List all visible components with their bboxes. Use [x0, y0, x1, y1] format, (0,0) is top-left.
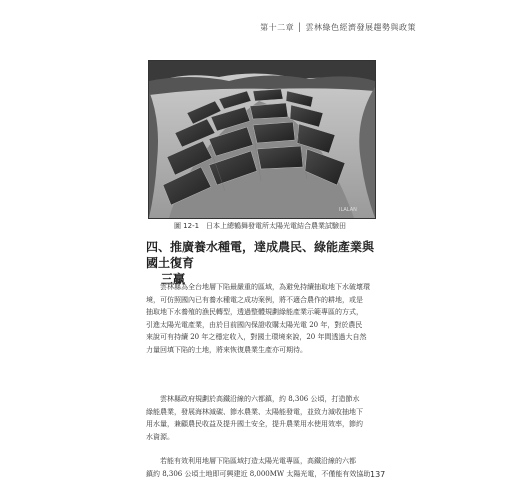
paragraph-line: 來說可有持續 20 年之穩定收入，對國土環境來說，20 年間透過大自然: [146, 333, 367, 342]
paragraph-line: 若能有效利用地層下陷區域打造太陽光電專區，高鐵沿線的六都: [160, 457, 356, 465]
paragraph-line: 境，可仿照國內已有養水種電之成功案例，將不適合農作的耕地，或是: [146, 295, 363, 304]
paragraph-line: 雲林縣為全台地層下陷最嚴重的區域，為避免持續抽取地下水破壞環: [160, 283, 370, 291]
running-header: 第十二章 │ 雲林綠色經濟發展趨勢與政策: [260, 23, 416, 32]
paragraph-line: 抽取地下水養殖的漁民轉型，透過整體規劃綠能產業示範專區的方式，: [146, 308, 363, 317]
figure-photo: [148, 60, 376, 219]
paragraph-line: 引進太陽光電產業，由於目前國內保證收購太陽光電 20 年，對於農民: [146, 320, 363, 329]
section-heading-line1: 四、推廣養水種電，達成農民、綠能產業與國土復育: [146, 240, 375, 270]
paragraph-line: 綠能農業，發展海林減碳、節水農業、太陽能發電，並致力減收抽地下: [146, 407, 363, 416]
section-heading: [146, 239, 382, 287]
section-heading-line2: 三贏: [161, 272, 186, 286]
body-paragraph-2: [146, 393, 380, 443]
paragraph-line: 雲林縣政府規劃於高鐵沿線的六都鎮，約 8,306 公頃，打造節水: [160, 395, 360, 403]
body-paragraph-3: [146, 455, 380, 480]
page-number: 137: [370, 470, 386, 479]
solar-farm-illustration: [149, 61, 375, 218]
paragraph-line: 力量回填下陷的土地，將來恢復農業生產亦可期待。: [146, 345, 307, 354]
paragraph-line: 用水量，兼顧農民收益及提升國土安全，提升農業用水使用效率，節約: [146, 420, 363, 429]
figure-caption: 圖 12-1 日本上總鶴舞發電所太陽光電結合農業試驗田: [173, 222, 347, 230]
paragraph-line: 水資源。: [146, 432, 174, 441]
body-paragraph-1: [146, 281, 380, 357]
svg-text:ILALAN: ILALAN: [339, 207, 357, 213]
paragraph-line: 鎮約 8,306 公頃土地即可興建近 8,000MW 太陽光電，不僅能有效協助: [146, 469, 371, 478]
